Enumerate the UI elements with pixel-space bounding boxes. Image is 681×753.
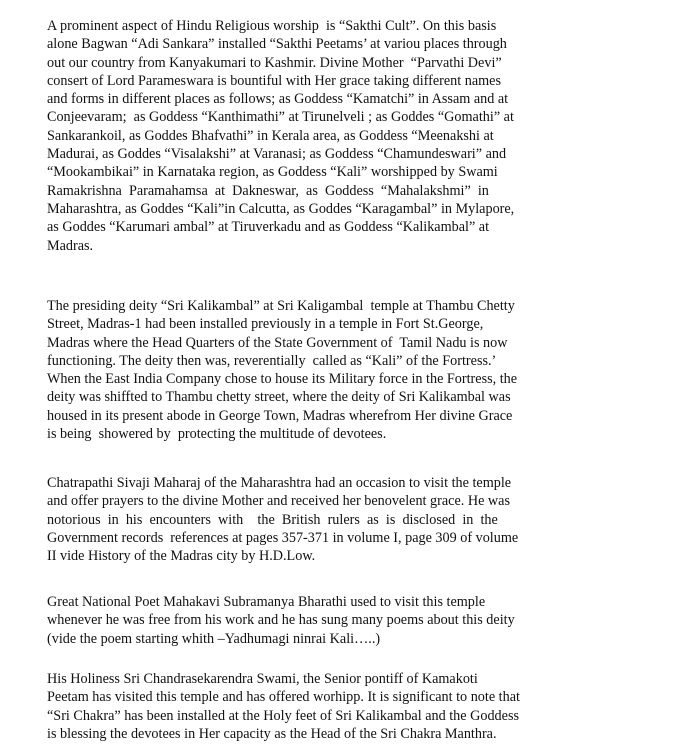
text-line: Great National Poet Mahakavi Subramanya Bharathi used to visit this temple [47, 594, 486, 610]
text-line: Conjeevaram; as Goddess “Kanthimathi” at Tirunelveli ; as Goddes “Gomathi” at [47, 109, 514, 126]
text-line: deity was shiffted to Thambu chetty street, where the deity of Sri Kalikambal was [47, 389, 511, 406]
text-line: Sankarankoil, as Goddes Bhafvathi” in Kerala area, as Goddess “Meenakshi at [47, 127, 494, 144]
text-line: Government records references at pages 357-371 in volume I, page 309 of volume [47, 529, 519, 546]
text-line: (vide the poem starting whith –Yadhumagi ninrai Kali…..) [47, 630, 381, 647]
text-line: is blessing the devotees in Her capacity as the Head of the Sri Chakra Manthra. [47, 725, 497, 742]
text-line: consert of Lord Parameswara is bountiful with Her grace taking different names [47, 72, 501, 89]
text-line: Madurai, as Goddes “Visalakshi” at Varanasi; as Goddess “Chamundeswari” and [47, 146, 507, 163]
paragraph-chandrasekarendra [47, 670, 681, 743]
text-line: His Holiness Sri Chandrasekarendra Swami, the Senior pontiff of Kamakoti [47, 671, 478, 687]
text-line: “Sri Chakra” has been installed at the Holy feet of Sri Kalikambal and the Goddess [47, 707, 519, 724]
text-line: Chatrapathi Sivaji Maharaj of the Maharashtra had an occasion to visit the temple [47, 475, 512, 491]
paragraph-presiding-deity [47, 297, 681, 443]
paragraph-sakthi-cult [47, 17, 681, 255]
text-line: out our country from Kanyakumari to Kashmir. Divine Mother “Parvathi Devi” [47, 54, 502, 71]
text-line: is being showered by protecting the multitude of devotees. [47, 426, 387, 443]
text-line: housed in its present abode in George Town, Madras wherefrom Her divine Grace [47, 407, 513, 424]
paragraph-sivaji [47, 474, 681, 565]
text-line: II vide History of the Madras city by H.D.Low. [47, 548, 316, 565]
text-line: functioning. The deity then was, reverentially called as “Kali” of the Fortress.’ [47, 352, 497, 369]
text-line: Street, Madras-1 had been installed previously in a temple in Fort St.George, [47, 316, 484, 333]
text-line: “Mookambikai” in Karnataka region, as Goddess “Kali” worshipped by Swami [47, 164, 498, 181]
text-line: and forms in different places as follows; as Goddess “Kamatchi” in Assam and at [47, 91, 509, 108]
text-line: alone Bagwan “Adi Sankara” installed “Sakthi Peetams’ at variou places through [47, 36, 507, 53]
text-line: Maharashtra, as Goddes “Kali”in Calcutta, as Goddes “Karagambal” in Mylapore, [47, 200, 515, 217]
text-line: whenever he was free from his work and he has sung many poems about this deity [47, 612, 515, 629]
text-line: Madras where the Head Quarters of the State Government of Tamil Nadu is now [47, 334, 508, 351]
text-line: A prominent aspect of Hindu Religious worship is “Sakthi Cult”. On this basis [47, 18, 497, 34]
text-line: Peetam has visited this temple and has offered worhipp. It is significant to note that [47, 689, 520, 706]
text-line: as Goddes “Karumari ambal” at Tiruverkadu and as Goddess “Kalikambal” at [47, 219, 490, 236]
text-line: When the East India Company chose to house its Military force in the Fortress, the [47, 371, 518, 388]
text-line: Ramakrishna Paramahamsa at Dakneswar, as Goddess “Mahalakshmi” in [47, 182, 489, 199]
text-line: Madras. [47, 237, 94, 254]
text-line: and offer prayers to the divine Mother and received her benovelent grace. He was [47, 493, 510, 510]
paragraph-bharathi [47, 593, 681, 648]
text-line: notorious in his encounters with the British rulers as is disclosed in the [47, 511, 498, 528]
text-line: The presiding deity “Sri Kalikambal” at Sri Kaligambal temple at Thambu Chetty [47, 298, 515, 314]
